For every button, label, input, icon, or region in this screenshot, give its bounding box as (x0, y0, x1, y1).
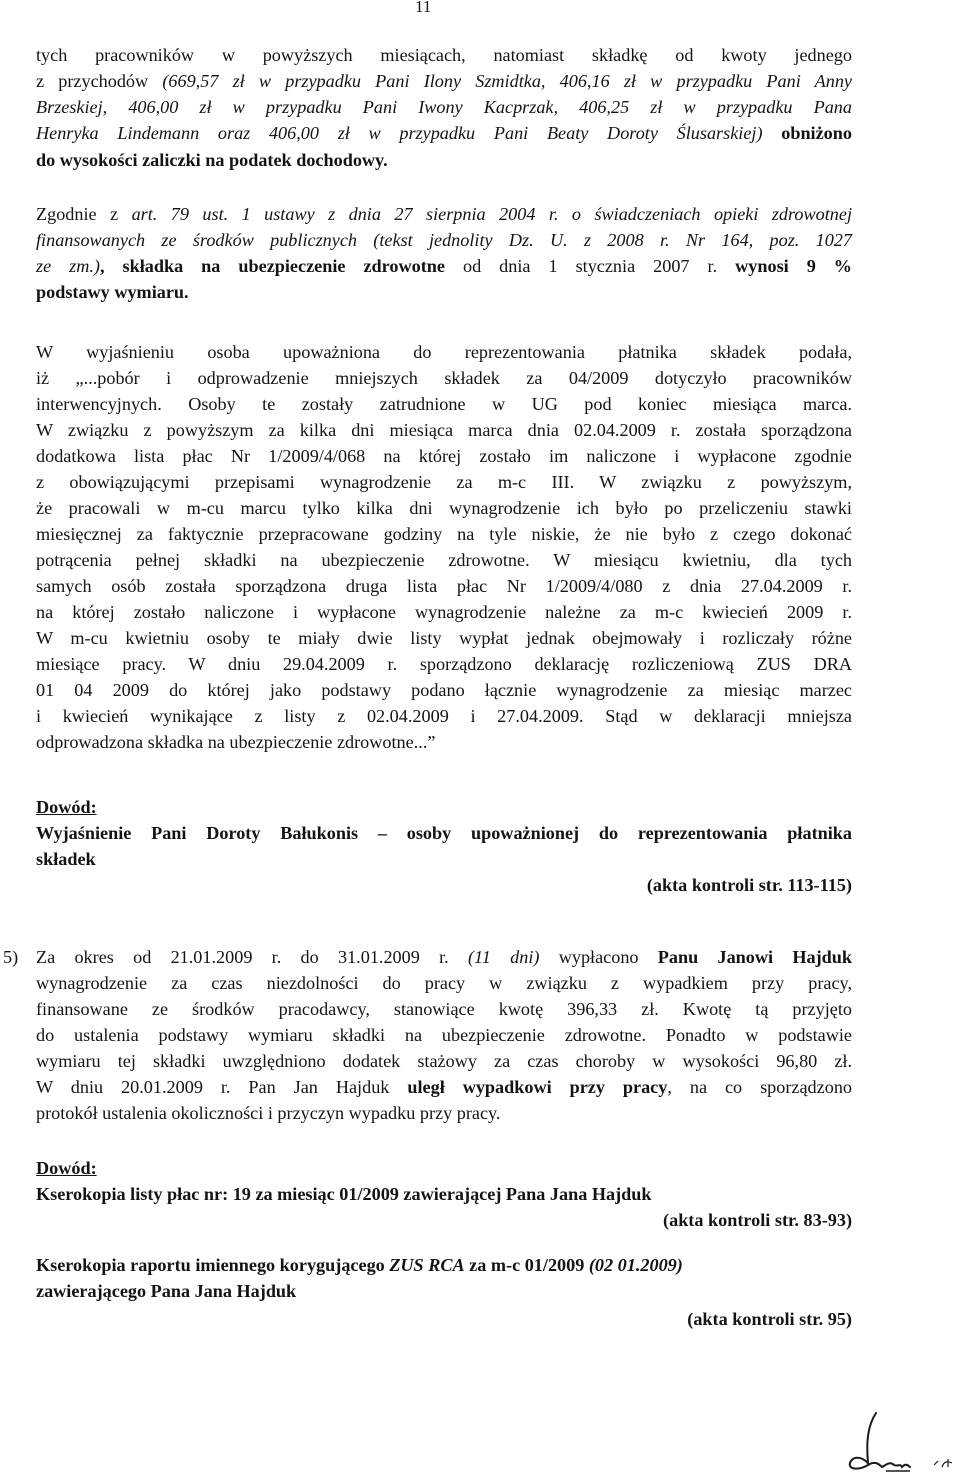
text-span: Zgodnie z (36, 204, 132, 224)
text-line: odprowadzona składka na ubezpieczenie zdrowotne...” (36, 732, 436, 752)
text-span-bold: Panu Janowi Hajduk (657, 947, 852, 967)
text-span-italic: (669,57 zł w przypadku Pani Ilony Szmidtka, 406,16 zł w przypadku Pani Anny (162, 71, 852, 91)
text-span: Za okres od 21.01.2009 r. do 31.01.2009 r. (36, 947, 468, 967)
text-span-bold: Kserokopia raportu imiennego korygującego (36, 1255, 390, 1275)
text-line: dodatkowa lista płac Nr 1/2009/4/068 na której zostało im naliczone i wypłacone zgodnie (36, 446, 852, 466)
text-line: do ustalenia podstawy wymiaru składki na ubezpieczenie zdrowotne. Ponadto w podstawie (36, 1025, 852, 1045)
signature-image (838, 1405, 960, 1473)
text-line: 01 04 2009 do której jako podstawy podano łącznie wynagrodzenie za miesiąc marzec (36, 680, 852, 700)
evidence-reference: (akta kontroli str. 83-93) (663, 1210, 852, 1230)
text-line: finansowanych ze środków publicznych (tekst jednolity Dz. U. z 2008 r. Nr 164, poz. 1027 (36, 230, 852, 250)
text-line: samych osób została sporządzona druga lista płac Nr 1/2009/4/080 z dnia 27.04.2009 r. (36, 576, 852, 596)
evidence-document: składek (36, 849, 96, 869)
text-line: W m-cu kwietniu osoby te miały dwie listy wypłat jednak obejmowały i rozliczały różne (36, 628, 852, 648)
text-line: miesięcznej za faktycznie przepracowane godziny na tyle niskie, że nie było z czego dokonać (36, 524, 852, 544)
text-line (36, 946, 852, 968)
evidence-document (36, 1254, 852, 1276)
evidence-document: Wyjaśnienie Pani Doroty Bałukonis – osoby upoważnionej do reprezentowania płatnika (36, 823, 852, 843)
text-line: i kwiecień wynikające z listy z 02.04.2009 i 27.04.2009. Stąd w deklaracji mniejsza (36, 706, 852, 726)
page-number: 11 (415, 0, 432, 16)
text-span: wypłacono (539, 947, 658, 967)
text-line: że pracowali w m-cu marcu tylko kilka dni wynagrodzenie ich było po przeliczeniu stawki (36, 498, 852, 518)
text-line (36, 255, 852, 277)
text-line: W wyjaśnieniu osoba upoważniona do reprezentowania płatnika składek podała, (36, 342, 852, 362)
text-span-italic: (02 01.2009) (588, 1255, 683, 1275)
text-span-bold: obniżono (762, 123, 852, 143)
text-span: W dniu 20.01.2009 r. Pan Jan Hajduk (36, 1077, 408, 1097)
text-line: iż „...pobór i odprowadzenie mniejszych składek za 04/2009 dotyczyło pracowników (36, 368, 852, 388)
text-line: Brzeskiej, 406,00 zł w przypadku Pani Iwony Kacprzak, 406,25 zł w przypadku Pana (36, 97, 852, 117)
evidence-document: zawierającego Pana Jana Hajduk (36, 1281, 297, 1301)
text-line: wymiaru tej składki uwzględniono dodatek stażowy za czas choroby w wysokości 96,80 zł. (36, 1051, 852, 1071)
text-line: interwencyjnych. Osoby te zostały zatrudnione w UG pod koniec miesiąca marca. (36, 394, 852, 414)
list-number: 5) (3, 947, 19, 967)
text-line: wynagrodzenie za czas niezdolności do pracy w związku z wypadkiem przy pracy, (36, 973, 852, 993)
text-line: na której zostało naliczone i wypłacone wynagrodzenie należne za m-c kwiecień 2009 r. (36, 602, 852, 622)
evidence-reference: (akta kontroli str. 113-115) (646, 875, 852, 895)
text-span-italic: (11 dni) (467, 947, 540, 967)
text-line (36, 70, 852, 92)
evidence-document: Kserokopia listy płac nr: 19 za miesiąc 01/2009 zawierającej Pana Jana Hajduk (36, 1184, 652, 1204)
text-line: finansowane ze środków pracodawcy, stanowiące kwotę 396,33 zł. Kwotę tą przyjęto (36, 999, 852, 1019)
text-line: z obowiązującymi przepisami wynagrodzenie za m-c III. W związku z powyższym, (36, 472, 852, 492)
text-span: od dnia 1 stycznia 2007 r. (444, 256, 736, 276)
evidence-reference: (akta kontroli str. 95) (687, 1309, 852, 1329)
text-span-italic: Henryka Lindemann oraz 406,00 zł w przypadku Pani Beaty Doroty Ślusarskiej) (36, 123, 763, 143)
text-span-italic: ze zm.) (36, 256, 100, 276)
text-line (36, 122, 852, 144)
text-line (36, 203, 852, 225)
text-line: podstawy wymiaru. (36, 282, 189, 302)
text-span-italic: ZUS RCA (389, 1255, 465, 1275)
text-line: potrącenia pełnej składki na ubezpieczenie zdrowotne. W miesiącu kwietniu, dla tych (36, 550, 852, 570)
text-span-italic: art. 79 ust. 1 ustawy z dnia 27 sierpnia 2004 r. o świadczeniach opieki zdrowotnej (131, 204, 852, 224)
text-line: do wysokości zaliczki na podatek dochodowy. (36, 150, 388, 170)
text-span: z przychodów (36, 71, 163, 91)
evidence-heading: Dowód: (36, 797, 97, 817)
text-line: W związku z powyższym za kilka dni miesiąca marca dnia 02.04.2009 r. została sporządzona (36, 420, 852, 440)
evidence-heading: Dowód: (36, 1158, 97, 1178)
text-span-bold: , składka na ubezpieczenie zdrowotne (99, 256, 445, 276)
text-span-bold: wynosi 9 % (735, 256, 852, 276)
text-line: tych pracowników w powyższych miesiącach, natomiast składkę od kwoty jednego (36, 45, 852, 65)
text-span-bold: za m-c 01/2009 (464, 1255, 589, 1275)
text-span: , na co sporządzono (667, 1077, 853, 1097)
text-line: protokół ustalenia okoliczności i przyczyn wypadku przy pracy. (36, 1103, 501, 1123)
text-span-bold: uległ wypadkowi przy pracy (407, 1077, 668, 1097)
text-line (36, 1076, 852, 1098)
text-line: miesiące pracy. W dniu 29.04.2009 r. sporządzono deklarację rozliczeniową ZUS DRA (36, 654, 852, 674)
